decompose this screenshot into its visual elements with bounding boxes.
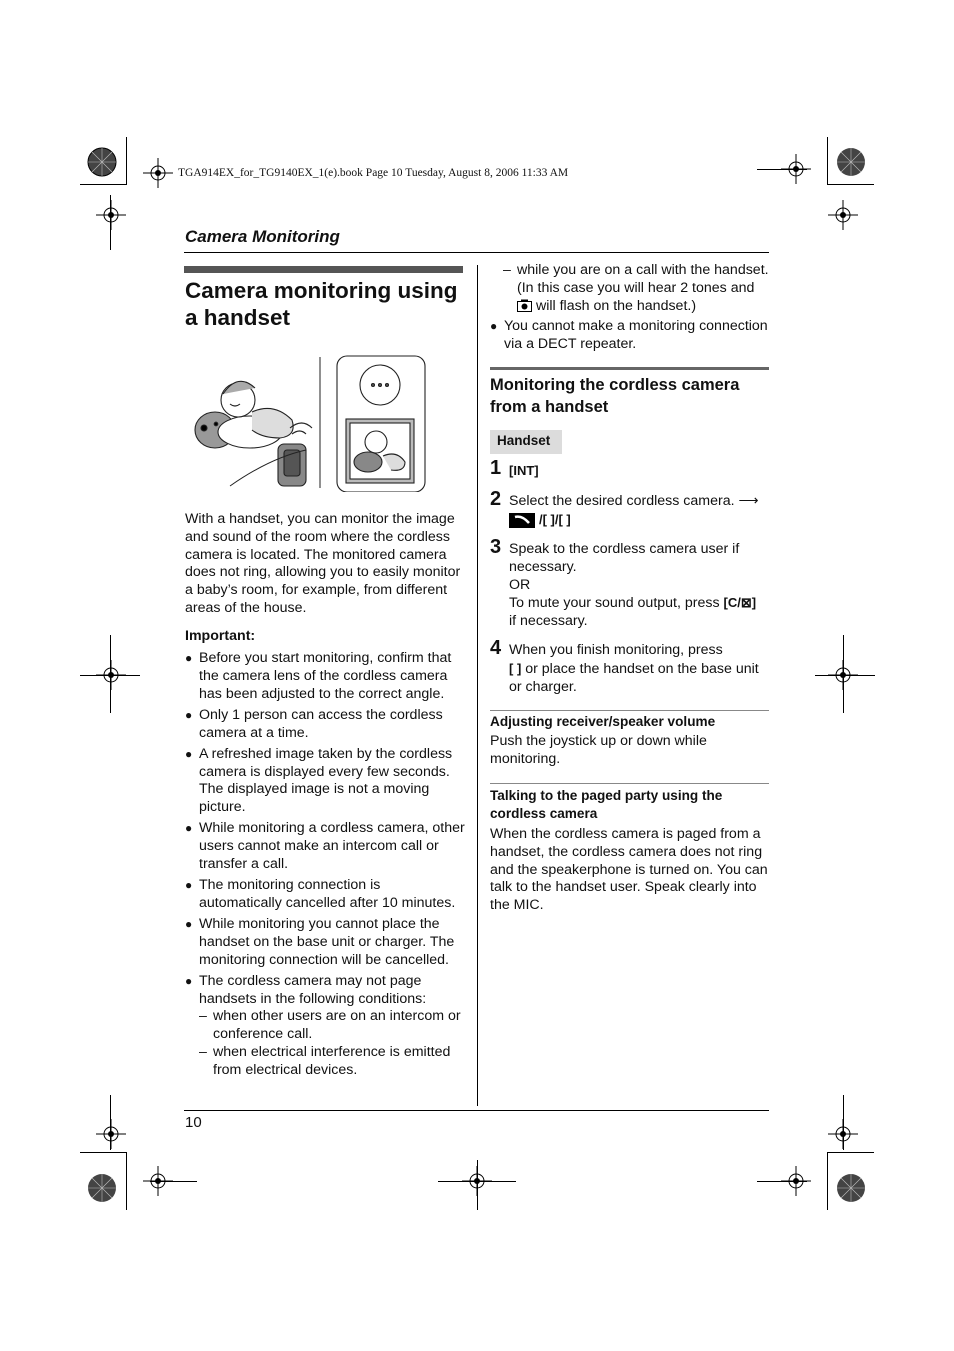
step-number: 3 <box>490 536 502 558</box>
list-item-text: You cannot make a monitoring connection via a DECT repeater. <box>504 318 768 352</box>
list-item-text: The monitoring connection is automatically cancelled after 10 minutes. <box>199 877 456 911</box>
call-condition-line-2: (In this case you will hear 2 tones and <box>517 279 755 296</box>
bullet-icon: ● <box>490 319 498 333</box>
list-item-text: While monitoring a cordless camera, other users cannot make an intercom call or transfer a call. <box>199 820 465 872</box>
handset-key-icon <box>509 513 535 528</box>
section-bar <box>490 367 769 370</box>
paged-body: When the cordless camera is paged from a handset, the cordless camera does not ring and the speakerphone is turned on. You can talk to the handset user. Speak clearly into the MIC. <box>490 826 768 914</box>
step-or: OR <box>509 576 531 593</box>
list-item <box>185 650 467 703</box>
volume-body: Push the joystick up or down while monitoring. <box>490 733 707 767</box>
handset-illustration <box>337 356 425 492</box>
column-divider <box>477 265 478 1106</box>
list-item <box>185 820 467 873</box>
list-item-text: A refreshed image taken by the cordless camera is displayed every few seconds. The displayed image is not a moving picture. <box>199 745 453 816</box>
bullet-icon: ● <box>185 651 193 665</box>
monitoring-illustration <box>190 352 430 492</box>
title-bar <box>184 266 463 273</box>
section-title: Monitoring the cordless camera from a handset <box>490 376 740 416</box>
registration-crosshair-icon <box>828 200 858 230</box>
bullet-icon: ● <box>185 878 193 893</box>
registration-rosette-icon <box>835 146 867 178</box>
step-3 <box>490 536 775 631</box>
step-number: 1 <box>490 457 502 479</box>
registration-crosshair-icon <box>143 158 173 188</box>
list-item <box>490 318 775 354</box>
list-item <box>185 973 467 1080</box>
volume-rule <box>490 710 769 711</box>
sub-list-item-text: when electrical interference is emitted from electrical devices. <box>213 1044 451 1078</box>
registration-rosette-icon <box>86 1172 118 1204</box>
important-list <box>185 650 467 1083</box>
off-power-key: [ ] <box>509 660 522 676</box>
bullet-icon: ● <box>185 821 193 836</box>
list-item <box>185 877 467 913</box>
bullet-icon: ● <box>185 973 193 988</box>
page-conditions-list <box>199 1008 467 1079</box>
sub-list-item <box>199 1008 467 1044</box>
step-4 <box>490 637 775 696</box>
bullet-icon: ● <box>185 707 193 722</box>
bullet-icon: ● <box>185 746 193 761</box>
list-item-text: While monitoring you cannot place the handset on the base unit or charger. The monitoring connection will be cancelled. <box>199 916 455 968</box>
page-title <box>185 277 470 331</box>
dash-icon: – <box>199 1044 207 1061</box>
handset-label: Handset <box>490 430 562 454</box>
important-label: Important: <box>185 628 256 644</box>
step-text: Speak to the cordless camera user if necessary. <box>509 541 740 575</box>
bullet-icon: ● <box>185 917 193 932</box>
step-1 <box>490 457 775 481</box>
baby-with-dog-illustration <box>195 381 293 448</box>
call-condition-item <box>503 262 773 315</box>
sub-list-item <box>199 1044 467 1080</box>
dash-icon: – <box>503 262 511 278</box>
registration-crosshair-icon <box>96 200 126 230</box>
key-separators: /[ ]/[ ] <box>538 511 571 527</box>
dash-icon: – <box>199 1008 207 1025</box>
call-condition-line-1: while you are on a call with the handset. <box>517 262 769 278</box>
running-head: Camera Monitoring <box>185 227 340 246</box>
step-number: 4 <box>490 637 502 659</box>
mute-end: if necessary. <box>509 613 588 630</box>
step-2 <box>490 488 775 530</box>
footer-rule <box>184 1110 769 1111</box>
sub-list-item-text: when other users are on an intercom or conference call. <box>213 1008 461 1043</box>
paged-rule <box>490 783 769 784</box>
print-info: TGA914EX_for_TG9140EX_1(e).book Page 10 Tuesday, August 8, 2006 11:33 AM <box>178 167 569 179</box>
mute-key: [C/⊠] <box>723 595 757 611</box>
paged-heading: Talking to the paged party using the cordless camera <box>490 788 723 821</box>
registration-rosette-icon <box>835 1172 867 1204</box>
step-text: When you finish monitoring, press <box>509 642 723 658</box>
list-item <box>185 707 467 743</box>
list-item <box>185 916 467 969</box>
registration-rosette-icon <box>86 146 118 178</box>
volume-heading: Adjusting receiver/speaker volume <box>490 714 716 729</box>
intro-paragraph: With a handset, you can monitor the image and sound of the room where the cordless camera is located. The monitored camera does not ring, allowing you to easily monitor a baby’s room, for example, from different areas of the house. <box>185 511 461 616</box>
header-rule <box>184 252 769 253</box>
list-item <box>185 746 467 817</box>
registration-crosshair-icon <box>96 1119 126 1149</box>
page-number: 10 <box>185 1114 202 1131</box>
call-condition-line-3: will flash on the handset.) <box>535 297 697 314</box>
step-number: 2 <box>490 488 502 510</box>
list-item-text: Before you start monitoring, confirm that the camera lens of the cordless camera has been adjusted to the correct angle. <box>199 650 452 702</box>
step-text-2: or place the handset on the base unit or charger. <box>509 660 759 695</box>
page-title-line-1: Camera monitoring using <box>185 278 458 303</box>
list-item-text: Only 1 person can access the cordless camera at a time. <box>199 706 443 741</box>
dect-note-list <box>490 318 775 357</box>
mute-text: To mute your sound output, press <box>509 595 720 612</box>
page-title-line-2: a handset <box>185 305 291 330</box>
list-item-text: The cordless camera may not page handsets in the following conditions: <box>199 972 427 1007</box>
int-key: [INT] <box>509 463 539 478</box>
step-text: Select the desired cordless camera. <box>509 493 735 509</box>
arrow-right-icon: ⟶ <box>738 493 759 509</box>
camera-icon <box>517 299 532 312</box>
